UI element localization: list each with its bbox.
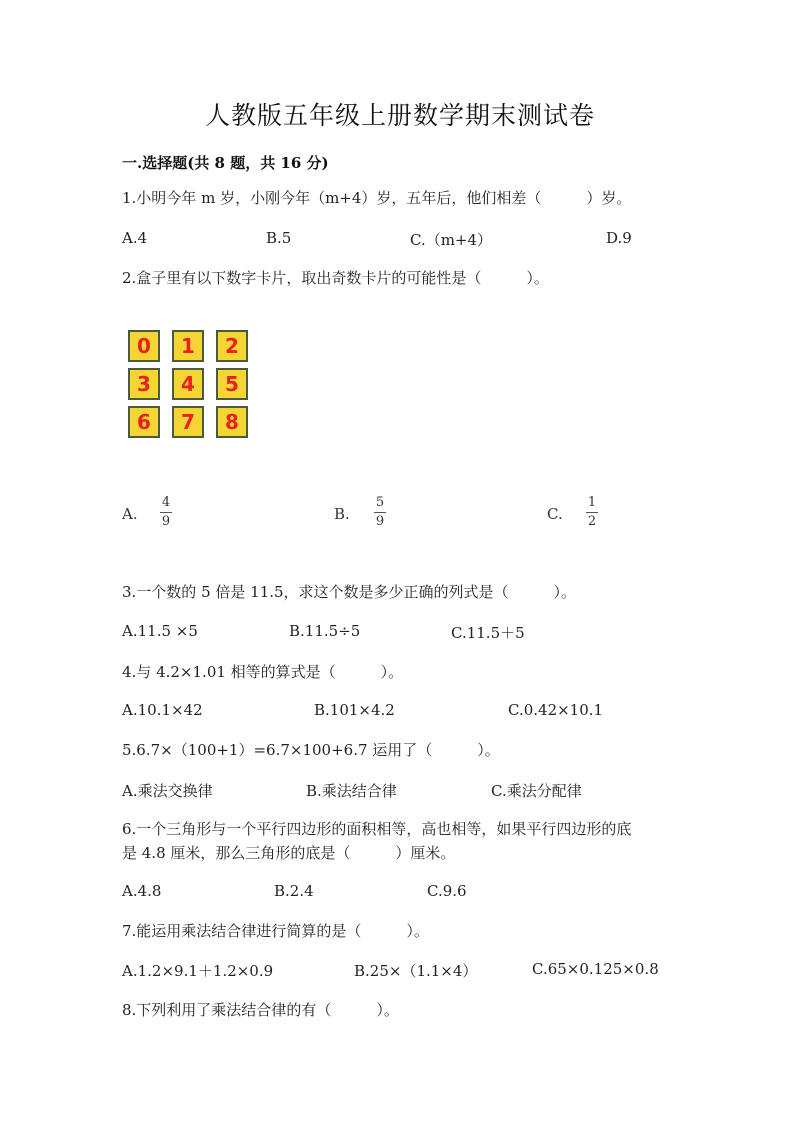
number-card-grid xyxy=(128,330,252,442)
q7-option-c[interactable]: C.65×0.125×0.8 xyxy=(532,960,659,978)
question-7: 7.能运用乘法结合律进行简算的是（ ）。 xyxy=(122,922,429,940)
q4-option-b[interactable]: B.101×4.2 xyxy=(314,701,395,719)
q7-option-a[interactable]: A.1.2×9.1＋1.2×0.9 xyxy=(122,962,274,980)
denominator: 2 xyxy=(587,514,597,529)
numerator: 4 xyxy=(161,495,171,510)
section-heading: 一.选择题(共 8 题，共 16 分) xyxy=(122,154,329,172)
denominator: 9 xyxy=(161,514,171,529)
q5-option-b[interactable]: B.乘法结合律 xyxy=(306,782,397,800)
q2-option-b[interactable]: B. xyxy=(334,505,350,523)
number-card: 0 xyxy=(128,330,160,362)
q2-option-a-fraction xyxy=(160,496,172,529)
question-2: 2.盒子里有以下数字卡片，取出奇数卡片的可能性是（ ）。 xyxy=(122,269,549,287)
number-card: 3 xyxy=(128,368,160,400)
question-3: 3.一个数的 5 倍是 11.5，求这个数是多少正确的列式是（ ）。 xyxy=(122,583,577,601)
number-card: 5 xyxy=(216,368,248,400)
question-1: 1.小明今年 m 岁，小刚今年（m+4）岁，五年后，他们相差（ ）岁。 xyxy=(122,189,632,207)
number-card: 4 xyxy=(172,368,204,400)
q7-option-b[interactable]: B.25×（1.1×4） xyxy=(354,962,478,980)
q3-option-b[interactable]: B.11.5÷5 xyxy=(289,622,361,640)
q2-option-a[interactable]: A. xyxy=(122,505,138,523)
q2-option-c-fraction xyxy=(586,496,598,529)
q4-option-a[interactable]: A.10.1×42 xyxy=(122,701,203,719)
numerator: 5 xyxy=(375,495,385,510)
q5-option-a[interactable]: A.乘法交换律 xyxy=(122,782,213,800)
q6-option-a[interactable]: A.4.8 xyxy=(122,882,162,900)
q4-option-c[interactable]: C.0.42×10.1 xyxy=(508,701,604,719)
q5-option-c[interactable]: C.乘法分配律 xyxy=(491,782,582,800)
q3-option-c[interactable]: C.11.5＋5 xyxy=(451,624,525,642)
number-card: 2 xyxy=(216,330,248,362)
page-title: 人教版五年级上册数学期末测试卷 xyxy=(204,101,595,130)
number-card: 8 xyxy=(216,406,248,438)
q2-option-b-fraction xyxy=(374,496,386,529)
q1-option-b[interactable]: B.5 xyxy=(266,229,292,247)
q1-option-a[interactable]: A.4 xyxy=(122,229,148,247)
denominator: 9 xyxy=(375,514,385,529)
q3-option-a[interactable]: A.11.5 ×5 xyxy=(122,622,198,640)
question-5: 5.6.7×（100+1）=6.7×100+6.7 运用了（ ）。 xyxy=(122,741,500,759)
question-8: 8.下列利用了乘法结合律的有（ ）。 xyxy=(122,1001,399,1019)
number-card: 7 xyxy=(172,406,204,438)
question-6-line-1: 6.一个三角形与一个平行四边形的面积相等，高也相等，如果平行四边形的底 xyxy=(122,820,632,838)
question-4: 4.与 4.2×1.01 相等的算式是（ ）。 xyxy=(122,663,404,681)
q6-option-b[interactable]: B.2.4 xyxy=(274,882,314,900)
question-6-line-2: 是 4.8 厘米，那么三角形的底是（ ）厘米。 xyxy=(122,844,456,862)
q1-option-d[interactable]: D.9 xyxy=(606,229,632,247)
q2-option-c[interactable]: C. xyxy=(547,505,563,523)
q1-option-c[interactable]: C.（m+4） xyxy=(410,231,493,249)
numerator: 1 xyxy=(587,495,597,510)
q6-option-c[interactable]: C.9.6 xyxy=(427,882,467,900)
number-card: 6 xyxy=(128,406,160,438)
number-card: 1 xyxy=(172,330,204,362)
